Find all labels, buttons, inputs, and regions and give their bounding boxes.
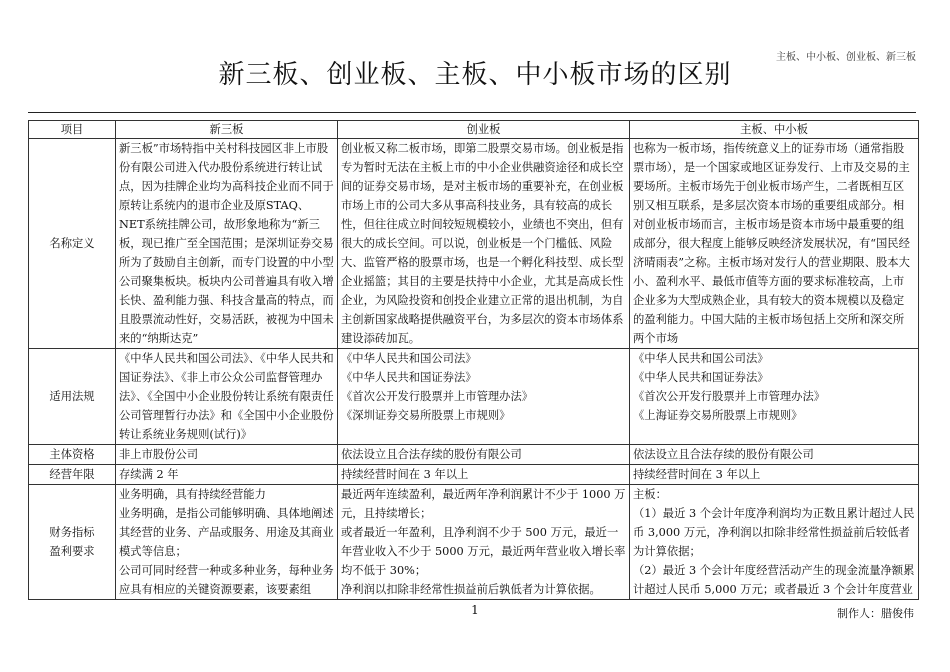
row-label: 经营年限 (29, 465, 116, 485)
row-label-line: 盈利要求 (49, 545, 95, 558)
cell-text: 也称为一板市场，指传统意义上的证券市场（通常指股票市场），是一个国家或地区证券发行、上市及交易的主要场所。主板市场先于创业板市场产生，二者既相互区别又相互联系，是多层次资本市场的重要组成部分。相对创业板市场而言，主板市场是资本市场中最重要的组成部分，很大程度上能够反映经济发展状况，有“国民经济晴雨表”之称。主板市场对发行人的营业期限、股本大小、盈利水平、最低市值等方面的要求标准较高，上市企业多为大型成熟企业，具有较大的资本规模以及稳定的盈利能力。中国大陆的主板市场包括上交所和深交所两个市场 (633, 142, 910, 345)
table-cell (630, 139, 919, 349)
list-item: 《中华人民共和国公司法》 (341, 352, 477, 365)
page-title: 新三板、创业板、主板、中小板市场的区别 (218, 60, 732, 90)
header-divider (28, 112, 916, 113)
table-cell: 持续经营时间在 3 年以上 (338, 465, 630, 485)
page-number: 1 (471, 603, 479, 617)
cell-paragraph: （1）最近 3 个会计年度净利润均为正数且累计超过人民币 3,000 万元，净利润以扣除非经常性损益前后较低者为计算依据； (633, 507, 915, 558)
cell-paragraph: 净利润以扣除非经常性损益前后孰低者为计算依据。 (341, 583, 601, 596)
column-header: 创业板 (338, 121, 630, 139)
table-cell: 依法设立且合法存续的股份有限公司 (630, 445, 919, 465)
header-tags: 主板、中小板、创业板、新三板 (776, 52, 916, 63)
table-cell (630, 349, 919, 445)
table-row-entity-qualification (29, 445, 919, 465)
table-cell: 依法设立且合法存续的股份有限公司 (338, 445, 630, 465)
author-credit: 制作人：腊俊伟 (837, 607, 914, 620)
column-header: 项目 (29, 121, 116, 139)
table-cell (338, 485, 630, 600)
row-label: 主体资格 (29, 445, 116, 465)
list-item: 《首次公开发行股票并上市管理办法》 (341, 390, 534, 403)
table-cell: 非上市股份公司 (116, 445, 338, 465)
table-cell (338, 349, 630, 445)
cell-paragraph: 主板： (633, 488, 667, 501)
row-label: 名称定义 (29, 139, 116, 349)
table-cell (338, 139, 630, 349)
table-cell (116, 349, 338, 445)
cell-text: 《中华人民共和国公司法》、《中华人民共和国证券法》、《非上市公众公司监督管理办法》、《全国中小企业股份转让系统有限责任公司管理暂行办法》和《全国中小企业股份转让系统业务规则(试行)》 (119, 352, 334, 441)
table-cell: 存续满 2 年 (116, 465, 338, 485)
comparison-table (28, 120, 919, 600)
table-row-regulations (29, 349, 919, 445)
row-label-line: 财务指标 (49, 526, 95, 539)
table-row-financial-requirements (29, 485, 919, 600)
column-header: 新三板 (116, 121, 338, 139)
table-cell (630, 485, 919, 600)
list-item: 《中华人民共和国公司法》 (633, 352, 769, 365)
row-label: 适用法规 (29, 349, 116, 445)
column-header: 主板、中小板 (630, 121, 919, 139)
table-cell (116, 485, 338, 600)
cell-paragraph: 业务明确，是指公司能够明确、具体地阐述其经营的业务、产品或服务、用途及其商业模式等信息； (119, 507, 334, 558)
row-label (29, 485, 116, 600)
cell-paragraph: 业务明确，具有持续经营能力 (119, 488, 266, 501)
list-item: 《中华人民共和国证券法》 (633, 371, 769, 384)
cell-paragraph: （2）最近 3 个会计年度经营活动产生的现金流量净额累计超过人民币 5,000 万元；或者最近 3 个会计年度营业 (633, 564, 915, 596)
list-item: 《中华人民共和国证券法》 (341, 371, 477, 384)
table-header-row (29, 121, 919, 139)
cell-paragraph: 公司可同时经营一种或多种业务，每种业务应具有相应的关键资源要素，该要素组 (119, 564, 334, 596)
cell-paragraph: 最近两年连续盈利，最近两年净利润累计不少于 1000 万元，且持续增长； (341, 488, 626, 520)
list-item: 《首次公开发行股票并上市管理办法》 (633, 390, 826, 403)
cell-text: 新三板”市场特指中关村科技园区非上市股份有限公司进入代办股份系统进行转让试点，因为挂牌企业均为高科技企业而不同于原转让系统内的退市企业及原STAQ、NET系统挂牌公司，故形象地称为“新三板，现已推广至全国范围；是深圳证券交易所为了鼓励自主创新，而专门设置的中小型公司聚集板块。板块内公司普遍具有收入增长快、盈利能力强、科技含量高的特点，而且股票流动性好，交易活跃，被视为中国未来的“纳斯达克” (119, 142, 334, 345)
list-item: 《深圳证券交易所股票上市规则》 (341, 409, 511, 422)
cell-text: 创业板又称二板市场，即第二股票交易市场。创业板是指专为暂时无法在主板上市的中小企业供融资途径和成长空间的证券交易市场，是对主板市场的重要补充，在创业板市场上市的公司大多从事高科技业务，具有较高的成长性，但往往成立时间较短规模较小，业绩也不突出，但有很大的成长空间。可以说，创业板是一个门槛低、风险大、监管严格的股票市场，也是一个孵化科技型、成长型企业摇篮；其目的主要是扶持中小企业，尤其是高成长性企业，为风险投资和创投企业建立正常的退出机制，为自主创新国家战略提供融资平台，为多层次的资本市场体系建设添砖加瓦。 (341, 142, 624, 345)
table-cell (116, 139, 338, 349)
list-item: 《上海证券交易所股票上市规则》 (633, 409, 803, 422)
table-row-operating-years (29, 465, 919, 485)
table-cell: 持续经营时间在 3 年以上 (630, 465, 919, 485)
cell-paragraph: 或者最近一年盈利，且净利润不少于 500 万元，最近一年营业收入不少于 5000 万元，最近两年营业收入增长率均不低于 30%； (341, 526, 626, 577)
table-row-name-definition (29, 139, 919, 349)
